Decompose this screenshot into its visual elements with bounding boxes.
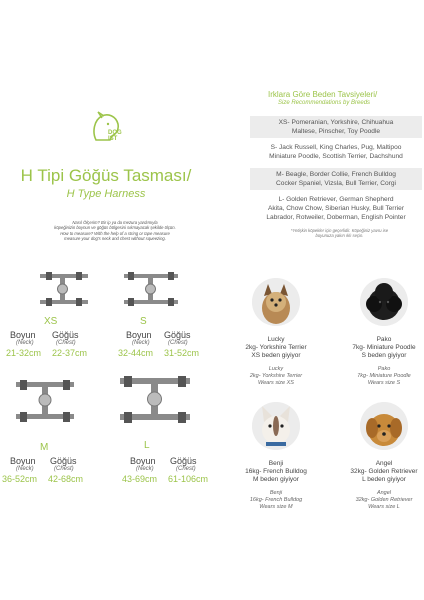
- dog-desc-en: 16kg- French Bulldog: [249, 497, 303, 503]
- m-chest-label: Göğüs: [50, 456, 77, 466]
- m-neck-en: (Neck): [16, 466, 34, 472]
- dog-info-en-pako: [339, 366, 424, 387]
- harness-xs-icon: [38, 270, 90, 312]
- reco-note-line2: boyunuza yakın ıklı seçin.: [315, 233, 364, 239]
- size-xs-label: XS: [44, 316, 58, 327]
- dog-info-en-angel: [339, 490, 424, 511]
- harness-s-icon: [122, 270, 180, 312]
- s-chest-value: 31-52cm: [164, 348, 200, 358]
- dog-size-en: Wears size L: [368, 504, 400, 510]
- m-neck-label: Boyun: [10, 456, 36, 466]
- dog-desc: 7kg- Miniature Poodle: [352, 344, 416, 351]
- dog-desc-en: 2kg- Yorkshire Terrier: [249, 373, 303, 379]
- brand-logo-text: [108, 130, 122, 142]
- dog-photo-pako: [360, 278, 408, 326]
- reco-l-line1: L- Golden Retriever, German Shepherd: [278, 196, 394, 203]
- reco-item-m: [250, 168, 422, 190]
- dog-info-en-benji: [231, 490, 321, 511]
- l-neck-value: 43-69cm: [122, 474, 158, 484]
- dog-desc-en: 32kg- Golden Retriever: [355, 497, 413, 503]
- reco-xs-line2: Maltese, Pinscher, Toy Poodle: [291, 128, 381, 135]
- dog-size: XS beden giyiyor: [251, 352, 301, 359]
- xs-neck-value: 21-32cm: [6, 348, 42, 358]
- logo-line-2: IST: [108, 136, 118, 142]
- dog-size: L beden giyiyor: [362, 476, 406, 483]
- reco-item-s: [250, 141, 422, 163]
- dog-desc: 16kg- French Bulldog: [245, 468, 307, 475]
- how-to-measure: [30, 220, 200, 242]
- s-neck-label: Boyun: [126, 330, 152, 340]
- size-m-label: M: [40, 442, 49, 453]
- dog-size-en: Wears size S: [367, 380, 401, 386]
- m-chest-en: (Chest): [54, 466, 74, 472]
- dog-name: Pako: [376, 336, 392, 343]
- dog-size-en: Wears size M: [259, 504, 293, 510]
- s-neck-en: (Neck): [132, 340, 150, 346]
- dog-photo-angel: [360, 402, 408, 450]
- harness-m-icon: [14, 378, 76, 428]
- dog-photo-benji: [252, 402, 300, 450]
- reco-xs-line1: XS- Pomeranian, Yorkshire, Chihuahua: [278, 119, 394, 126]
- xs-neck-label: Boyun: [10, 330, 36, 340]
- howto-line-4: measure your dog's neck and chest without squeezing.: [64, 236, 166, 242]
- l-neck-label: Boyun: [130, 456, 156, 466]
- dog-name-en: Pako: [377, 366, 391, 372]
- reco-note: [262, 228, 417, 239]
- reco-item-xs: [250, 116, 422, 138]
- dog-size: M beden giyiyor: [253, 476, 299, 483]
- reco-s-line2: Miniature Poodle, Scottish Terrier, Dachshund: [269, 153, 403, 160]
- size-s-label: S: [140, 316, 147, 327]
- reco-item-l: [250, 194, 422, 224]
- xs-neck-en: (Neck): [16, 340, 34, 346]
- dog-name: Lucky: [267, 336, 285, 343]
- xs-chest-label: Göğüs: [52, 330, 79, 340]
- l-chest-en: (Chest): [176, 466, 196, 472]
- dog-desc: 2kg- Yorkshire Terrier: [245, 344, 307, 351]
- recommendations-subtitle: Size Recommendations by Breeds: [278, 100, 371, 106]
- xs-chest-value: 22-37cm: [52, 348, 88, 358]
- recommendations-title: Irklara Göre Beden Tavsiyeleri/: [268, 90, 378, 99]
- howto-line-1: Nasıl Ölçerim? Bir ip ya da mezura yardımıyla: [72, 220, 158, 225]
- dog-name-en: Lucky: [268, 366, 284, 372]
- reco-m-line2: Cocker Spaniel, Vizsla, Bull Terrier, Corgi: [276, 180, 396, 187]
- size-l-label: L: [144, 440, 150, 451]
- dog-size-en: Wears size XS: [258, 380, 294, 386]
- reco-m-line1: M- Beagle, Border Collie, French Bulldog: [276, 171, 396, 178]
- dog-name: Benji: [268, 460, 284, 467]
- s-chest-label: Göğüs: [164, 330, 191, 340]
- dog-desc-en: 7kg- Miniature Poodle: [357, 373, 411, 379]
- m-neck-value: 36-52cm: [2, 474, 38, 484]
- dog-desc: 32kg- Golden Retriever: [350, 468, 418, 475]
- dog-photo-lucky: [252, 278, 300, 326]
- m-chest-value: 42-68cm: [48, 474, 84, 484]
- page-title: H Tipi Göğüs Tasması/: [20, 166, 192, 185]
- s-neck-value: 32-44cm: [118, 348, 154, 358]
- howto-line-2: köpeğinizin boynun ve göğüs bölgesini sıkmayacak şekilde ölçün.: [54, 225, 176, 231]
- l-chest-label: Göğüs: [170, 456, 197, 466]
- reco-l-line2: Akita, Chow Chow, Siberian Husky, Bull Terrier: [267, 205, 405, 212]
- reco-note-line1: *Yetişkin köpekler için geçerlidir. Köpeğiniz yavru ise: [290, 228, 389, 233]
- howto-line-3: How to measure? With the help of a string or tape measure: [60, 230, 170, 236]
- s-chest-en: (Chest): [168, 340, 188, 346]
- reco-s-line1: S- Jack Russell, King Charles, Pug, Maltipoo: [270, 144, 402, 151]
- dog-name-en: Benji: [269, 490, 283, 496]
- harness-l-icon: [118, 374, 192, 430]
- l-chest-value: 61-106cm: [168, 474, 209, 484]
- dog-info-pako: [339, 336, 424, 360]
- dog-info-benji: [231, 460, 321, 484]
- dog-name: Angel: [375, 460, 393, 467]
- reco-l-line3: Labrador, Rotweiler, Doberman, English Pointer: [266, 214, 406, 221]
- dog-info-angel: [339, 460, 424, 484]
- page-subtitle: H Type Harness: [66, 188, 146, 200]
- l-neck-en: (Neck): [136, 466, 154, 472]
- xs-chest-en: (Chest): [56, 340, 76, 346]
- dog-name-en: Angel: [376, 490, 392, 496]
- dog-info-en-lucky: [231, 366, 321, 387]
- dog-info-lucky: [231, 336, 321, 360]
- logo-line-1: DOG: [108, 130, 122, 136]
- dog-size: S beden giyiyor: [361, 352, 407, 359]
